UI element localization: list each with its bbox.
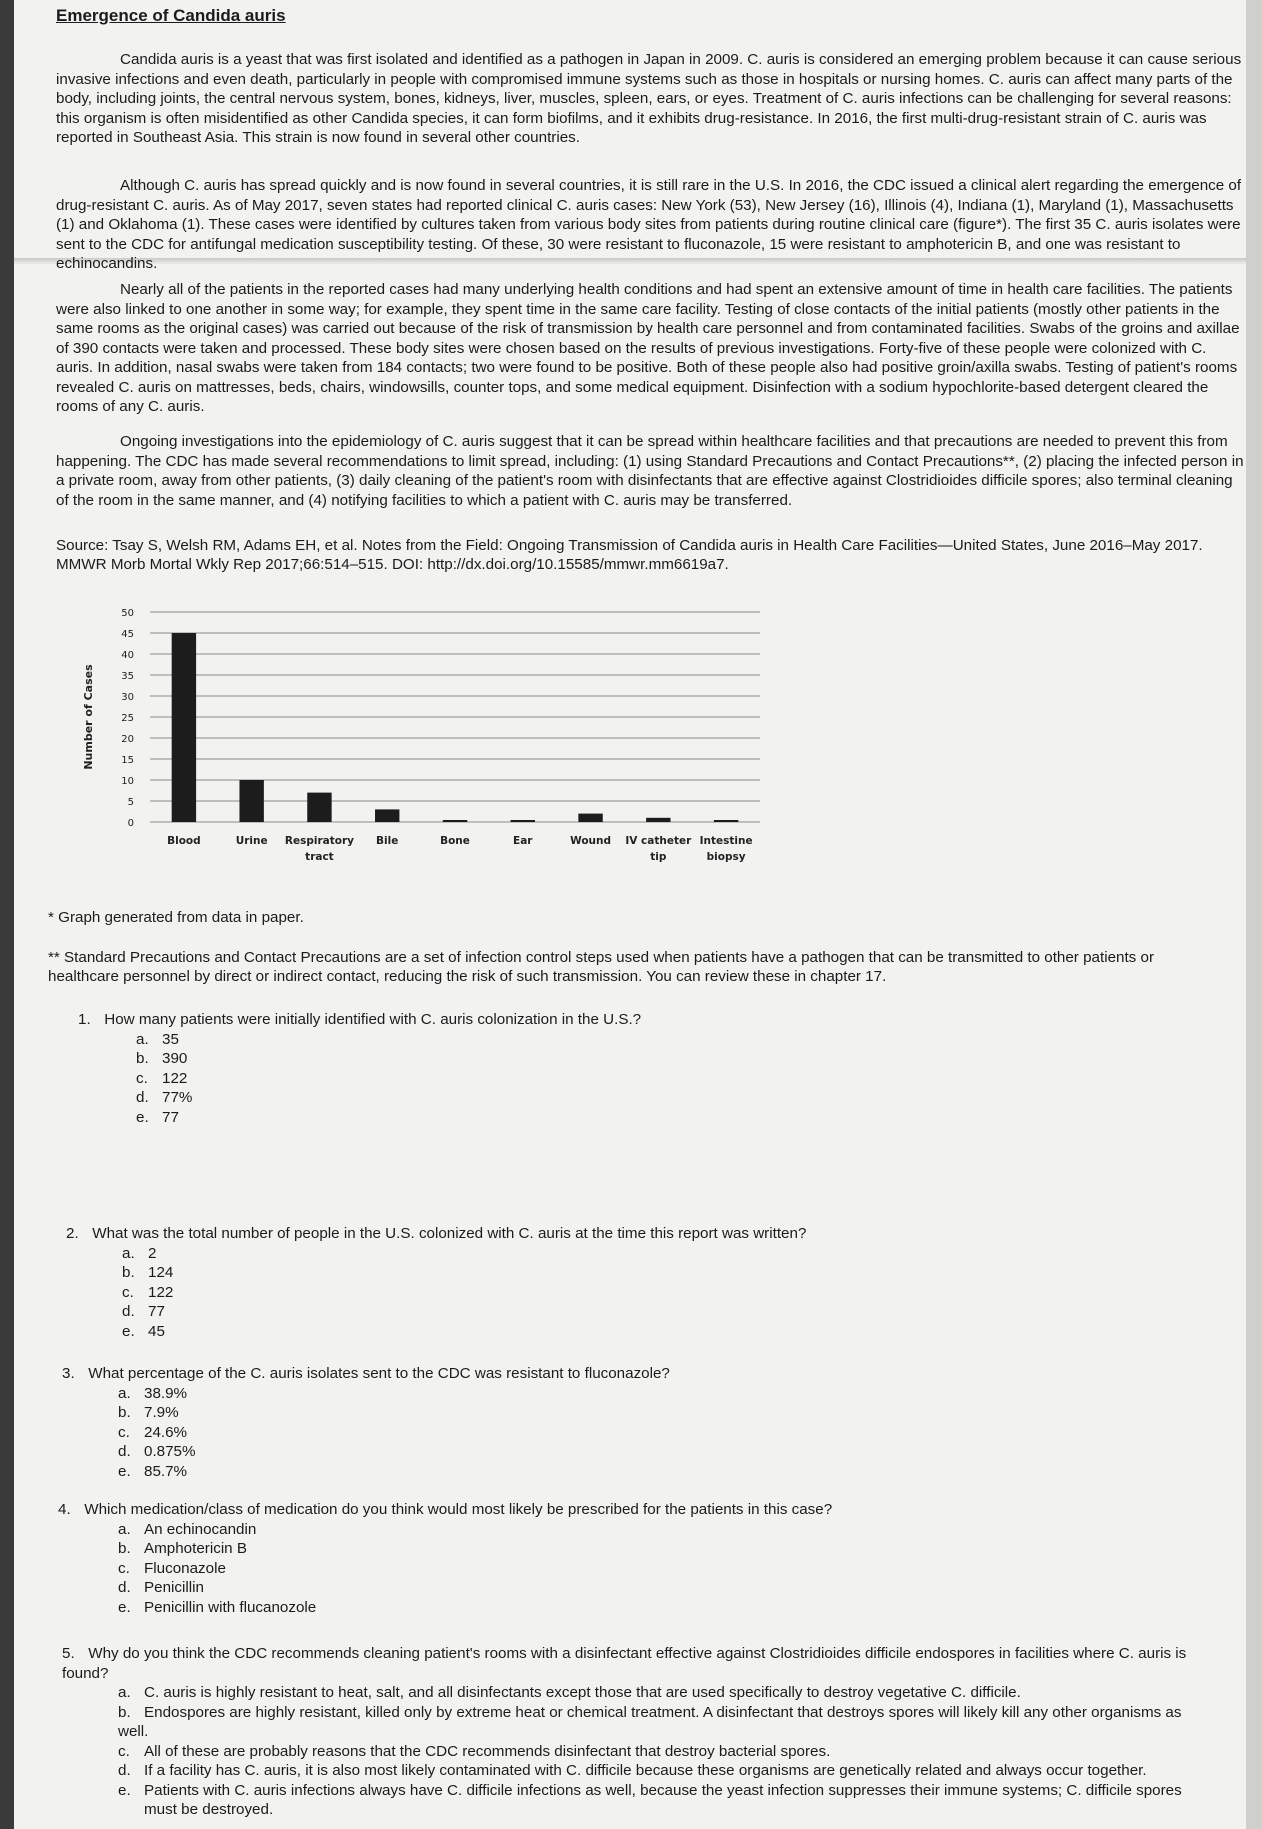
question-number: 2. bbox=[66, 1225, 79, 1242]
answer-option[interactable]: d. 77 bbox=[122, 1303, 165, 1320]
chart-svg bbox=[70, 600, 770, 880]
y-tick-label: 50 bbox=[121, 608, 134, 619]
x-tick-label: biopsy bbox=[706, 851, 746, 863]
document-title: Emergence of Candida auris bbox=[56, 6, 286, 25]
question-3 bbox=[62, 1364, 1212, 1481]
answer-option[interactable]: c. All of these are probably reasons that the CDC recommends disinfectant that destroy bacterial spores. bbox=[118, 1742, 831, 1760]
question-number: 1. bbox=[78, 1011, 91, 1028]
x-tick-label: Wound bbox=[570, 835, 612, 847]
answer-option[interactable]: c. Fluconazole bbox=[118, 1559, 226, 1577]
y-tick-label: 5 bbox=[127, 797, 134, 808]
y-tick-label: 25 bbox=[121, 713, 134, 724]
answer-option[interactable]: d. If a facility has C. auris, it is also most likely contaminated with C. difficile because these organisms are genetically related and always occur together. bbox=[118, 1762, 1147, 1779]
y-tick-label: 15 bbox=[121, 755, 134, 766]
x-tick-label: tract bbox=[305, 851, 334, 863]
footnote-precautions: ** Standard Precautions and Contact Precautions are a set of infection control steps used when patients have a pathogen that can be transmitted to other patients or healthcare personnel by direct or indirect contact, reducing the risk of such transmission. You can review these in chapter 17. bbox=[48, 949, 1155, 985]
answer-option[interactable]: c. 122 bbox=[136, 1069, 188, 1087]
answer-option[interactable]: a. 38.9% bbox=[118, 1384, 188, 1402]
answer-option[interactable]: e. Penicillin with flucanozole bbox=[118, 1598, 317, 1616]
cases-bar-chart bbox=[70, 600, 770, 880]
y-tick-label: 10 bbox=[121, 776, 134, 787]
question-text: Why do you think the CDC recommends cleaning patient's rooms with a disinfectant effective against Clostridioides difficile endospores in facilities where C. auris is found? bbox=[62, 1645, 1187, 1682]
bar-iv-catheter-tip bbox=[646, 818, 670, 822]
answer-option[interactable]: b. Amphotericin B bbox=[118, 1540, 247, 1557]
bar-ear bbox=[511, 820, 535, 822]
y-tick-label: 35 bbox=[121, 671, 134, 682]
paragraph-intro: Candida auris is a yeast that was first isolated and identified as a pathogen in Japan in 2009. C. auris is considered an emerging problem because it can cause serious invasive infections and even death, particularly in people with compromised immune systems such as those in hospitals or nursing homes. C. auris can affect many parts of the body, including joints, the central nervous system, bones, kidneys, liver, muscles, spleen, ears, or eyes. Treatment of C. auris infections can be challenging for several reasons: this organism is often misidentified as other Candida species, it can form biofilms, and it exhibits drug-resistance. In 2016, the first multi-drug-resistant strain of C. auris was reported in Southeast Asia. This strain is now found in several other countries. bbox=[56, 51, 1242, 146]
x-tick-label: tip bbox=[650, 851, 667, 863]
x-tick-label: Ear bbox=[513, 835, 533, 847]
answer-option[interactable]: a. An echinocandin bbox=[118, 1520, 257, 1538]
question-1 bbox=[78, 1010, 1218, 1127]
question-4 bbox=[58, 1500, 1218, 1617]
bar-intestine-biopsy bbox=[714, 820, 738, 822]
question-text: What percentage of the C. auris isolates sent to the CDC was resistant to fluconazole? bbox=[88, 1365, 670, 1382]
question-2 bbox=[66, 1224, 1216, 1341]
question-number: 4. bbox=[58, 1501, 71, 1518]
answer-option[interactable]: c. 122 bbox=[122, 1283, 174, 1301]
y-axis-label: Number of Cases bbox=[82, 664, 95, 770]
bar-respiratory-tract bbox=[307, 793, 331, 822]
answer-option[interactable]: b. 390 bbox=[136, 1050, 188, 1067]
x-tick-label: Respiratory bbox=[284, 835, 354, 847]
x-tick-label: Bone bbox=[440, 835, 470, 847]
answer-option[interactable]: e. Patients with C. auris infections always have C. difficile infections as well, because the yeast infection suppresses their immune systems; C. difficile spores must be destroyed. bbox=[118, 1781, 1182, 1818]
paragraph-us-spread: Although C. auris has spread quickly and is now found in several countries, it is still rare in the U.S. In 2016, the CDC issued a clinical alert regarding the emergence of drug-resistant C. auris. As of May 2017, seven states had reported clinical C. auris cases: New York (53), New Jersey (16), Illinois (4), Indiana (1), Maryland (1), Massachusetts (1) and Oklahoma (1). These cases were identified by cultures taken from various body sites from patients during routine clinical care (figure*). The first 35 C. auris isolates were sent to the CDC for antifungal medication susceptibility testing. Of these, 30 were resistant to fluconazole, 15 were resistant to amphotericin B, and one was resistant to echinocandins. bbox=[56, 177, 1242, 272]
answer-option[interactable]: e. 45 bbox=[122, 1322, 165, 1340]
answer-option[interactable]: a. C. auris is highly resistant to heat, salt, and all disinfectants except those that are used specifically to destroy vegetative C. difficile. bbox=[118, 1684, 1021, 1701]
bar-wound bbox=[578, 814, 602, 822]
x-tick-label: IV catheter bbox=[625, 835, 692, 847]
answer-option[interactable]: a. 2 bbox=[122, 1244, 157, 1262]
x-tick-label: Bile bbox=[376, 835, 399, 847]
answer-option[interactable]: b. 124 bbox=[122, 1264, 174, 1281]
bar-bile bbox=[375, 809, 399, 822]
question-text: How many patients were initially identified with C. auris colonization in the U.S.? bbox=[104, 1011, 642, 1028]
paragraph-patients: Nearly all of the patients in the reported cases had many underlying health conditions and had spent an extensive amount of time in health care facilities. The patients were also linked to one another in some way; for example, they spent time in the same care facility. Testing of close contacts of the initial patients (mostly other patients in the same rooms as the original cases) was carried out because of the risk of transmission by health care personnel and from contaminated facilities. Swabs of the groins and axillae of 390 contacts were taken and processed. These body sites were chosen based on the results of previous investigations. Forty-five of these people were colonized with C. auris. In addition, nasal swabs were taken from 184 contacts; two were found to be positive. Both of these people also had positive groin/axilla swabs. Testing of patient's rooms revealed C. auris on mattresses, beds, chairs, windowsills, counter tops, and some medical equipment. Disinfection with a sodium hypochlorite-based detergent cleared the rooms of any C. auris. bbox=[56, 281, 1240, 415]
bar-bone bbox=[443, 820, 467, 822]
y-tick-label: 30 bbox=[121, 692, 134, 703]
footnote-graph: * Graph generated from data in paper. bbox=[48, 909, 304, 926]
source-citation: Source: Tsay S, Welsh RM, Adams EH, et al. Notes from the Field: Ongoing Transmission of Candida auris in Health Care Facilities—United States, June 2016–May 2017. MMWR Morb Mortal Wkly Rep 2017;66:514–515. DOI: http://dx.doi.org/10.15585/mmwr.mm6619a7. bbox=[56, 537, 1203, 573]
answer-option[interactable]: b. 7.9% bbox=[118, 1404, 179, 1421]
answer-option[interactable]: d. 77% bbox=[136, 1089, 193, 1106]
x-tick-label: Intestine bbox=[699, 835, 753, 847]
question-5 bbox=[62, 1644, 1192, 1820]
question-number: 3. bbox=[62, 1365, 75, 1382]
x-tick-label: Blood bbox=[167, 835, 201, 847]
photo-edge-left bbox=[0, 0, 14, 1829]
question-text: Which medication/class of medication do you think would most likely be prescribed for the patients in this case? bbox=[84, 1501, 833, 1518]
answer-option[interactable]: e. 77 bbox=[136, 1108, 179, 1126]
y-tick-label: 0 bbox=[127, 818, 134, 829]
bar-urine bbox=[239, 780, 263, 822]
bar-blood bbox=[172, 633, 196, 822]
paragraph-recommendations: Ongoing investigations into the epidemiology of C. auris suggest that it can be spread within healthcare facilities and that precautions are needed to prevent this from happening. The CDC has made several recommendations to limit spread, including: (1) using Standard Precautions and Contact Precautions**, (2) placing the infected person in a private room, away from other patients, (3) daily cleaning of the patient's room with disinfectants that are effective against Clostridioides difficile spores; also terminal cleaning of the room in the same manner, and (4) notifying facilities to which a patient with C. auris may be transferred. bbox=[56, 433, 1244, 509]
question-number: 5. bbox=[62, 1645, 75, 1662]
answer-option[interactable]: c. 24.6% bbox=[118, 1423, 188, 1441]
answer-option[interactable]: d. Penicillin bbox=[118, 1579, 204, 1596]
question-text: What was the total number of people in the U.S. colonized with C. auris at the time this report was written? bbox=[92, 1225, 807, 1242]
answer-option[interactable]: b. Endospores are highly resistant, killed only by extreme heat or chemical treatment. A disinfectant that destroys spores will likely kill any other organisms as well. bbox=[118, 1703, 1182, 1740]
answer-option[interactable]: a. 35 bbox=[136, 1030, 179, 1048]
photo-edge-right bbox=[1246, 0, 1262, 1829]
answer-option[interactable]: e. 85.7% bbox=[118, 1462, 188, 1480]
answer-option[interactable]: d. 0.875% bbox=[118, 1443, 196, 1460]
y-tick-label: 45 bbox=[121, 629, 134, 640]
y-tick-label: 40 bbox=[121, 650, 134, 661]
x-tick-label: Urine bbox=[235, 835, 268, 847]
y-tick-label: 20 bbox=[121, 734, 134, 745]
